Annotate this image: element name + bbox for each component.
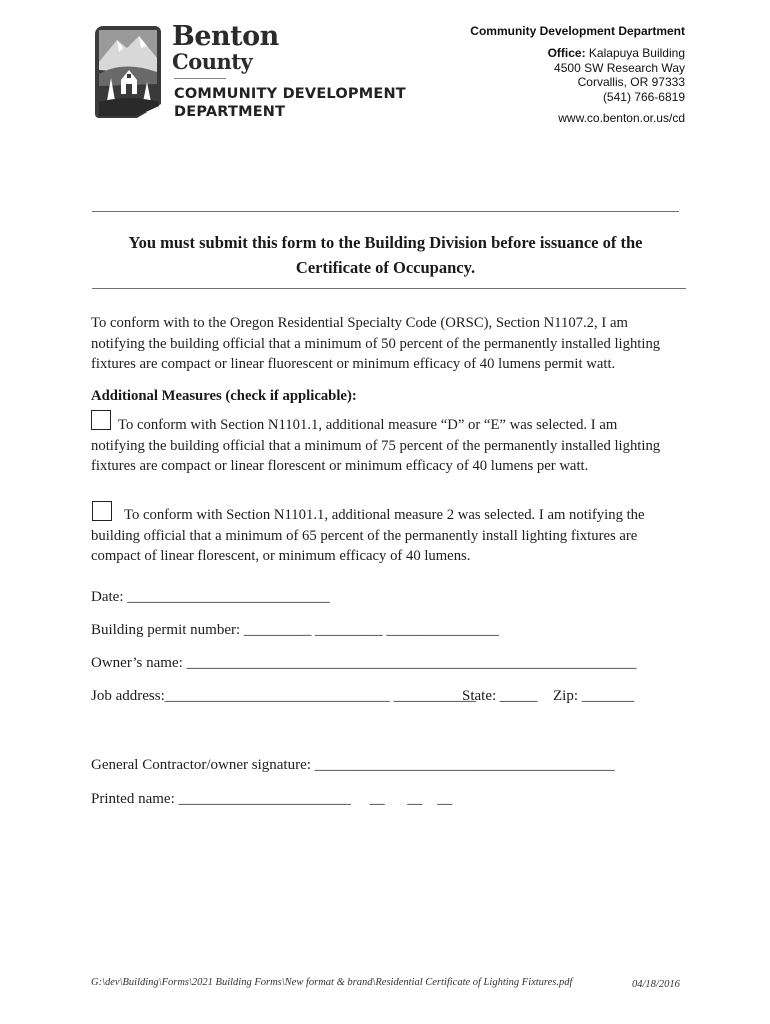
office-building: Kalapuya Building — [585, 45, 685, 60]
contact-website: www.co.benton.or.us/cd — [558, 110, 685, 125]
job-address-field[interactable]: Job address:______________________________ ___________ — [91, 688, 476, 704]
measure-line: compact of linear florescent, or minimum efficacy of 40 lumens. — [91, 548, 471, 564]
signature-field[interactable]: General Contractor/owner signature: ________________________________________ — [91, 757, 615, 773]
state-field[interactable]: State: _____ — [462, 688, 538, 704]
measure-2-text — [91, 505, 691, 567]
logo-divider — [174, 78, 226, 79]
headline-divider — [92, 288, 686, 289]
office-label: Office: — [547, 45, 586, 60]
county-logo-icon — [93, 22, 165, 125]
owner-name-field[interactable]: Owner’s name: ____________________________________________________________ — [91, 655, 637, 671]
contact-office — [470, 46, 685, 61]
header-divider — [92, 211, 679, 212]
date-field[interactable]: Date: ___________________________ — [91, 589, 330, 605]
measure-line: notifying the building official that a minimum of 75 percent of the permanently installed lighting — [91, 437, 661, 454]
headline-line2: Certificate of Occupancy. — [295, 258, 476, 277]
contact-department: Community Development Department — [470, 24, 685, 38]
measure-line: To conform with Section N1101.1, additional measure “D” or “E” was selected. I am — [118, 417, 618, 433]
logo-county-text: County — [172, 49, 253, 74]
contact-block — [470, 24, 685, 126]
contact-city: Corvallis, OR 97333 — [577, 75, 685, 90]
intro-paragraph — [91, 313, 691, 375]
footer-date: 04/18/2016 — [632, 979, 680, 990]
zip-field[interactable]: Zip: _______ — [553, 688, 635, 704]
logo-benton-text: Benton — [172, 21, 279, 52]
intro-line: To conform with to the Oregon Residential Specialty Code (ORSC), Section N1107.2, I am — [91, 315, 628, 331]
measure-d-e-text — [91, 415, 691, 477]
contact-phone: (541) 766-6819 — [602, 90, 685, 105]
intro-line: fixtures are compact or linear fluorescent or minimum efficacy of 40 lumens permit watt. — [91, 356, 616, 372]
headline-line1: You must submit this form to the Building Division before issuance of the — [128, 233, 643, 252]
building-permit-field[interactable]: Building permit number: _________ _________ _______________ — [91, 622, 499, 638]
printed-name-field[interactable]: Printed name: _______________________ __ __ __ — [91, 791, 453, 807]
additional-measures-heading: Additional Measures (check if applicable): — [91, 388, 357, 404]
logo-tagline-line2: DEPARTMENT — [174, 104, 286, 120]
measure-line: fixtures are compact or linear florescent or minimum efficacy of 40 lumens per watt. — [91, 458, 589, 474]
intro-line: notifying the building official that a minimum of 50 percent of the permanently installed lighting — [91, 335, 661, 352]
footer-file-path: G:\dev\Building\Forms\2021 Building Forms\New format & brand\Residential Certificate of Lighting Fixtures.pdf — [91, 977, 573, 988]
form-headline — [92, 230, 679, 280]
logo-tagline-line1: COMMUNITY DEVELOPMENT — [174, 86, 406, 102]
measure-line: To conform with Section N1101.1, additional measure 2 was selected. I am notifying the — [124, 507, 645, 523]
contact-street: 4500 SW Research Way — [554, 60, 685, 75]
measure-line: building official that a minimum of 65 percent of the permanently install lighting fixtures are — [91, 527, 638, 544]
